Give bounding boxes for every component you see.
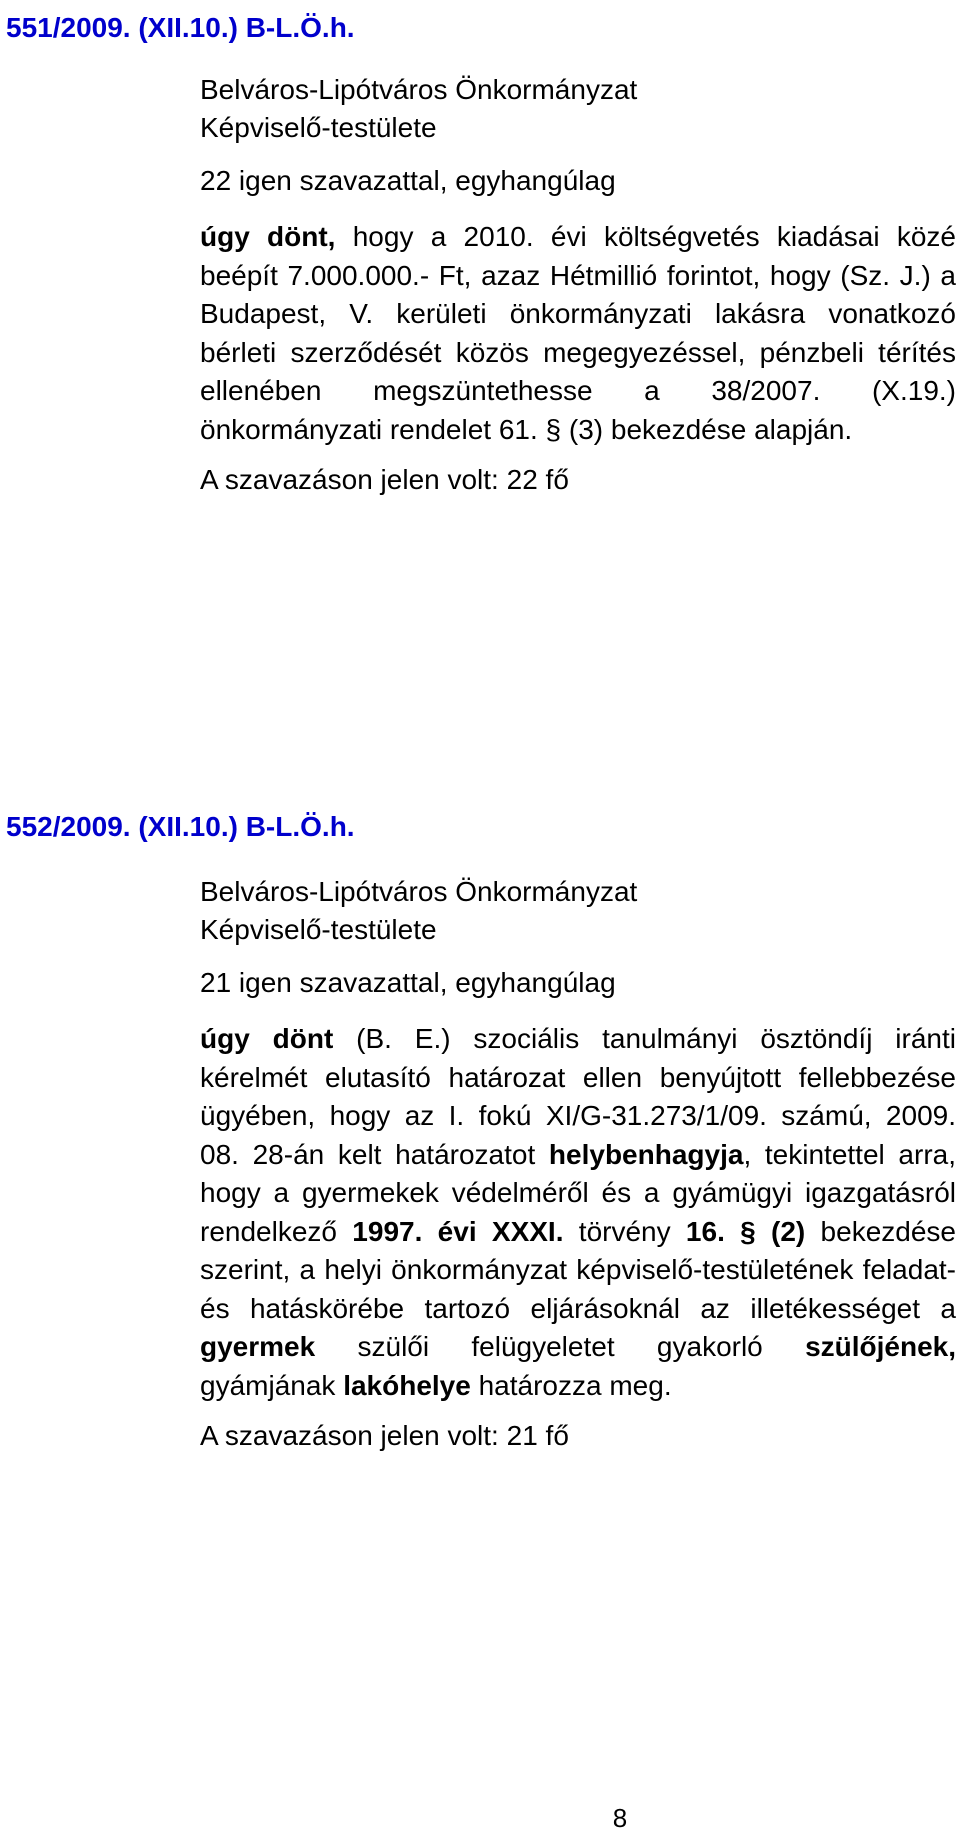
decision-segment: (B. E.) szociális tanulmányi ösztöndíj iránti kérelmét elutasító határozat ellen benyújtott fellebbezése ügyében, hogy az I. fokú XI/G-31.273/1/09. számú, 2009. 08. 28-án kelt határozatot [200,1023,956,1170]
resolution-block [200,873,956,1455]
body-name-line1: Belváros-Lipótváros Önkormányzat [200,876,638,907]
decision-segment: hogy a 2010. évi költségvetés kiadásai közé beépít 7.000.000.- Ft, azaz Hétmillió forintot, hogy (Sz. J.) a Budapest, V. kerületi önkormányzati lakásra vonatkozó bérleti szerződését közös megegyezéssel, pénzbeli térítés ellenében megszüntethesse a 38/2007. (X.19.) önkormányzati rendelet 61. § (3) bekezdése alapján. [200,221,956,445]
decision-segment: helybenhagyja [548,1138,744,1170]
body-name-line2: Képviselő-testülete [200,112,437,143]
resolution-number: 552/2009. (XII.10.) B-L.Ö.h. [6,811,355,842]
decision-segment: gyermek [200,1331,316,1362]
decision-segment: lakóhelye [343,1369,471,1401]
resolution-block [200,71,956,499]
decision-segment: határozza meg. [470,1369,672,1401]
decision-segment: bekezdése szerint, a helyi önkormányzat képviselő-testületének feladat- és hatáskörébe tartozó eljárásoknál az illetékességet a [200,1215,956,1324]
vote-result: 21 igen szavazattal, egyhangúlag [200,967,616,998]
decision-segment: úgy dönt, [200,221,336,252]
body-name-line2: Képviselő-testülete [200,914,437,945]
decision-segment: 16. § (2) [685,1215,806,1247]
attendance-count: A szavazáson jelen volt: 21 fő [200,1420,569,1451]
vote-result: 22 igen szavazattal, egyhangúlag [200,165,616,196]
decision-text [200,218,956,449]
page-number: 8 [612,1803,628,1833]
decision-segment: , tekintettel arra, hogy a gyermekek védelméről és a gyámügyi igazgatásról rendelkező [200,1138,956,1247]
decision-segment: úgy dönt [200,1023,334,1054]
decision-segment: szülőjének, [805,1331,956,1362]
decision-segment: gyámjának [200,1369,344,1401]
decision-segment: szülői felügyeletet gyakorló [315,1331,806,1362]
resolution-number: 551/2009. (XII.10.) B-L.Ö.h. [6,12,355,43]
decision-segment: 1997. évi XXXI. [352,1215,564,1247]
body-name-line1: Belváros-Lipótváros Önkormányzat [200,74,638,105]
decision-text [200,1020,956,1405]
attendance-count: A szavazáson jelen volt: 22 fő [200,464,569,495]
decision-segment: törvény [563,1215,686,1247]
